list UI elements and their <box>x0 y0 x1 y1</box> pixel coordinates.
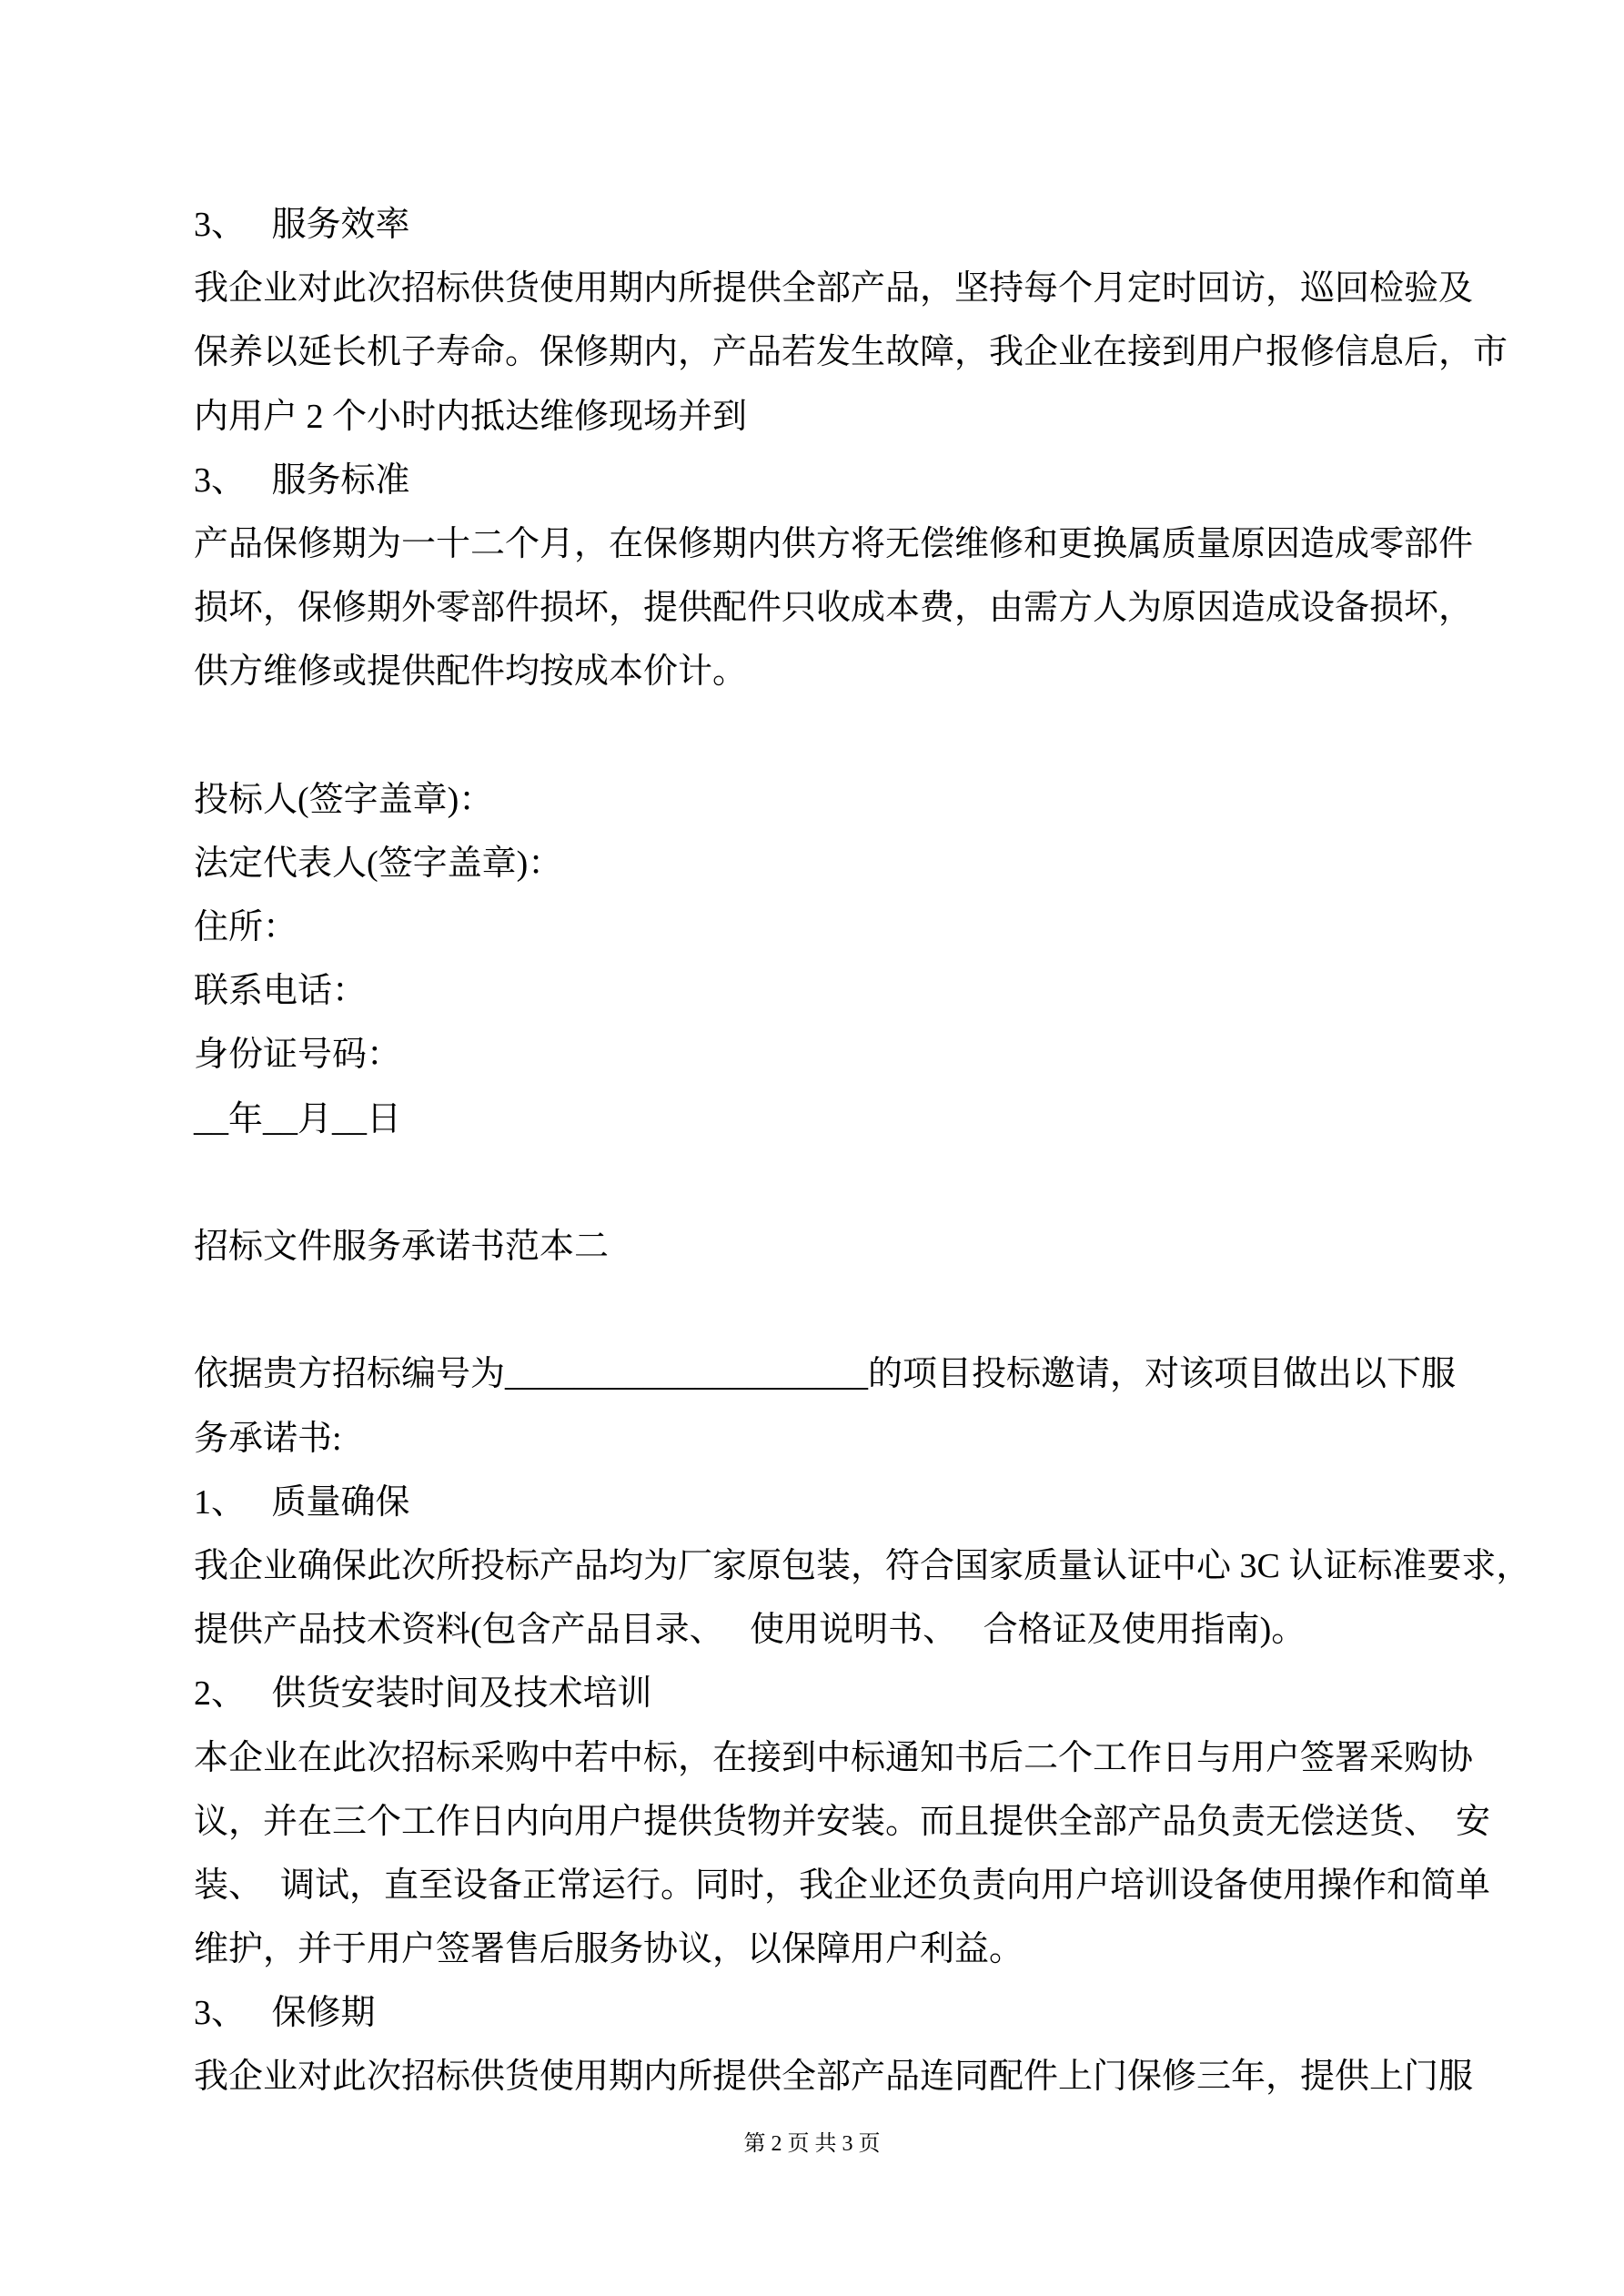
document-line: 内用户 2 个小时内抵达维修现场并到 <box>194 397 748 436</box>
document-blank-line <box>194 1151 1522 1215</box>
document-line-phone: 联系电话： <box>194 972 368 1011</box>
document-blank-line <box>194 704 1522 768</box>
document-line: 依据贵方招标编号为_____________________的项目投标邀请，对该项目做出以下服 <box>194 1355 1457 1394</box>
document-line-legal-rep-signature: 法定代表人(签字盖章)： <box>194 844 563 883</box>
document-body <box>194 193 1531 2109</box>
document-line: 我企业对此次招标供货使用期内所提供全部产品，坚持每个月定时回访，巡回检验及 <box>194 269 1474 308</box>
document-line: 保养以延长机子寿命。保修期内，产品若发生故障，我企业在接到用户报修信息后，市 <box>194 333 1508 372</box>
document-line-id-number: 身份证号码： <box>194 1036 402 1075</box>
document-line: 我企业确保此次所投标产品均为厂家原包装，符合国家质量认证中心 3C 认证标准要求， <box>194 1546 1531 1585</box>
document-line: 3、 服务效率 <box>194 206 410 244</box>
document-blank-line <box>194 1279 1522 1342</box>
document-line: 3、 服务标准 <box>194 460 410 500</box>
document-line: 我企业对此次招标供货使用期内所提供全部产品连同配件上门保修三年，提供上门服 <box>194 2058 1474 2097</box>
document-line: 务承诺书: <box>194 1419 342 1458</box>
document-line: 1、 质量确保 <box>194 1482 410 1522</box>
document-line: 损坏，保修期外零部件损坏，提供配件只收成本费，由需方人为原因造成设备损坏， <box>194 589 1474 628</box>
document-line-date: __年__月__日 <box>194 1099 402 1138</box>
document-line: 议，并在三个工作日内向用户提供货物并安装。而且提供全部产品负责无偿送货、 安 <box>194 1802 1491 1841</box>
document-line: 产品保修期为一十二个月，在保修期内供方将无偿维修和更换属质量原因造成零部件 <box>194 524 1474 563</box>
document-section-title: 招标文件服务承诺书范本二 <box>194 1228 610 1266</box>
document-line: 供方维修或提供配件均按成本价计。 <box>194 652 748 692</box>
document-line: 本企业在此次招标采购中若中标，在接到中标通知书后二个工作日与用户签署采购协 <box>194 1738 1474 1777</box>
document-line-address: 住所： <box>194 908 298 947</box>
document-line: 2、 供货安装时间及技术培训 <box>194 1674 652 1714</box>
document-line-bidder-signature: 投标人(签字盖章)： <box>194 780 494 819</box>
document-line: 3、 保修期 <box>194 1994 376 2033</box>
document-line: 装、 调试，直至设备正常运行。同时，我企业还负责向用户培训设备使用操作和简单 <box>194 1866 1491 1905</box>
page-number-footer: 第 2 页 共 3 页 <box>743 2132 881 2156</box>
document-line: 维护，并于用户签署售后服务协议，以保障用户利益。 <box>194 1930 1024 1969</box>
document-line: 提供产品技术资料(包含产品目录、 使用说明书、 合格证及使用指南)。 <box>194 1611 1306 1650</box>
